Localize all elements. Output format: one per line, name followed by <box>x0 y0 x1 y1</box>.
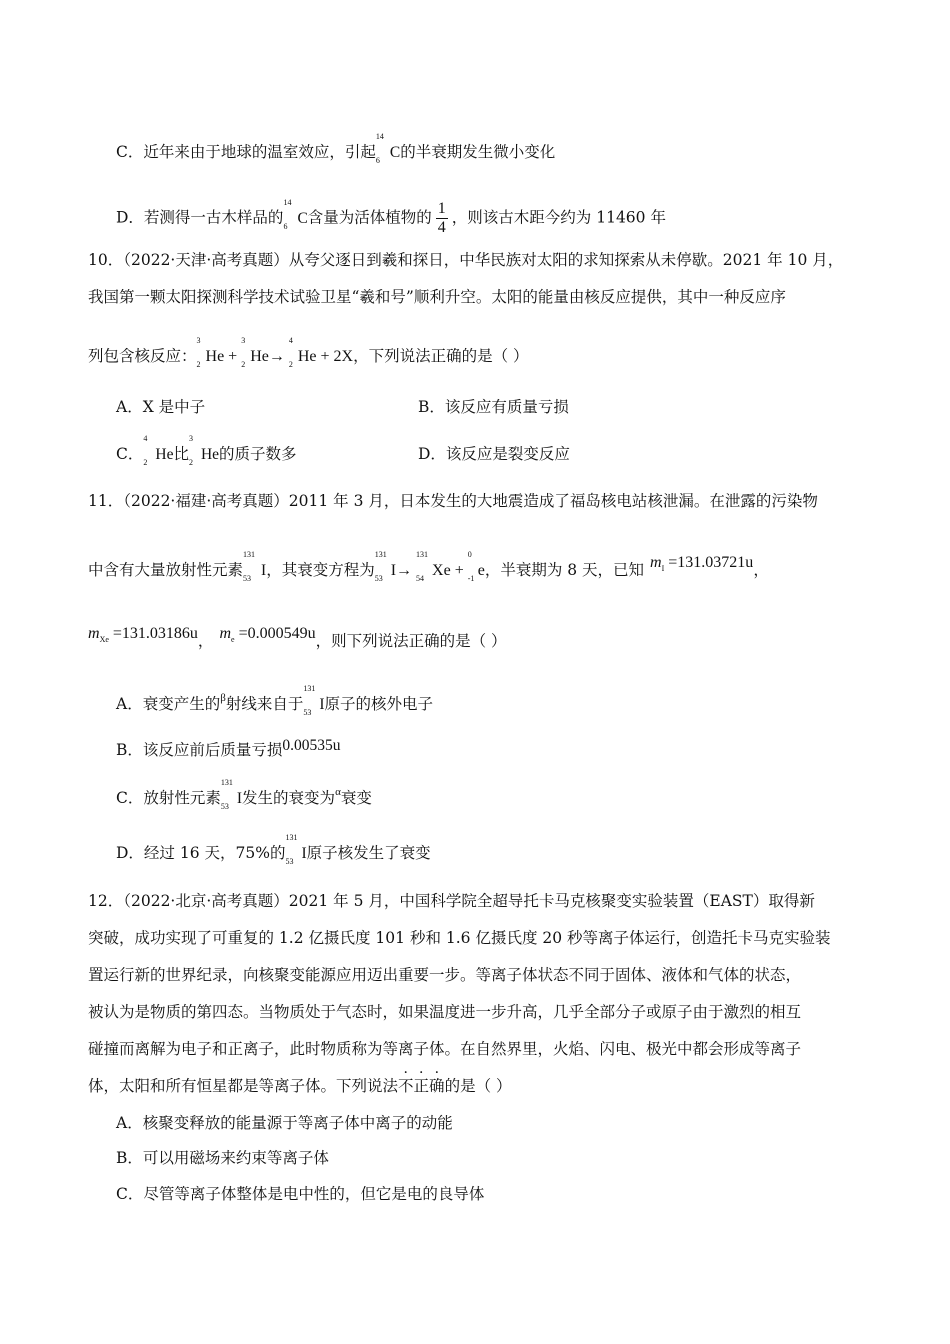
q12-stem-line5: 碰撞而离解为电子和正离子，此时物质称为等离子体。在自然界里，火焰、闪电、极光中都会形成等离子 <box>88 1040 802 1058</box>
q9-option-c: C．近年来由于地球的温室效应，引起 14 6 C的半衰期发生微小变化 <box>116 132 556 165</box>
q12-stem-line2: 突破，成功实现了可重复的 1.2 亿摄氏度 101 秒和 1.6 亿摄氏度 20 秒等离子体运行，创造托卡马克实验装 <box>88 929 831 947</box>
q12-option-a: A．核聚变释放的能量源于等离子体中离子的动能 <box>116 1114 453 1132</box>
fraction-one-quarter: $\frac{1}{4}$ <box>437 200 446 236</box>
q11-option-d: D．经过 16 天，75%的 131 53 I原子核发生了衰变 <box>116 833 431 866</box>
q9-option-d: D．若测得一古木样品的 14 6 C含量为活体植物的 $\frac{1}{4}$ ，则该古木距今约为 11460 年 <box>116 197 666 236</box>
q11-stem-line1: 11．（2022·福建·高考真题）2011 年 3 月，日本发生的大地震造成了福岛核电站核泄漏。在泄露的污染物 <box>88 492 818 510</box>
q11-option-b: B．该反应前后质量亏损0.00535u <box>116 737 341 759</box>
fusion-equation: 3 2 He + 3 2 He→ 4 2 He + 2X <box>196 336 354 369</box>
q12-stem-line4: 被认为是物质的第四态。当物质处于气态时，如果温度进一步升高，几乎全部分子或原子由于激烈的相互 <box>88 1003 802 1021</box>
q12-option-c: C．尽管等离子体整体是电中性的，但它是电的良导体 <box>116 1185 485 1203</box>
q10-option-c: C． 4 2 He比 3 2 He的质子数多 <box>116 434 297 467</box>
q10-option-a: A．X 是中子 <box>116 398 206 416</box>
q10-stem-line1: 10．（2022·天津·高考真题）从夸父逐日到羲和探日，中华民族对太阳的求知探索从未停歇。2021 年 10 月， <box>88 251 844 269</box>
q10-stem-line2: 我国第一颗太阳探测科学技术试验卫星“羲和号”顺利升空。太阳的能量由核反应提供，其中一种反应序 <box>88 288 786 306</box>
carbon14-nuclide: 14 6 C <box>375 132 401 165</box>
q12-stem-line3: 置运行新的世界纪录，向核聚变能源应用迈出重要一步。等离子体状态不同于固体、液体和气体的状态， <box>88 966 802 984</box>
emphasis-not: 不 <box>398 1077 414 1095</box>
q10-option-d: D．该反应是裂变反应 <box>418 445 570 463</box>
q10-option-b: B．该反应有质量亏损 <box>418 398 569 416</box>
q12-stem-line6: 体，太阳和所有恒星都是等离子体。下列说法不正确的是（ ） <box>88 1077 512 1095</box>
q11-option-c: C．放射性元素 131 53 I发生的衰变为$^\alpha$衰变 <box>116 778 372 811</box>
decay-equation: 131 53 I→ 131 54 Xe + 0 -1 e <box>374 550 485 583</box>
q10-stem-line3: 列包含核反应： 3 2 He + 3 2 He→ 4 2 He + 2X，下列说法正确的是（ ） <box>88 336 529 369</box>
q11-option-a: A．衰变产生的$^\beta$射线来自于 131 53 I原子的核外电子 <box>116 684 434 717</box>
q11-stem-line2: 中含有大量放射性元素 131 53 I，其衰变方程为 131 53 I→ 131 54 Xe + 0 -1 e，半衰期为 8 天，已知 $m_I =131.03721u$， <box>88 550 769 583</box>
carbon14-nuclide: 14 6 C <box>283 197 308 231</box>
q12-stem-line1: 12．（2022·北京·高考真题）2021 年 5 月，中国科学院全超导托卡马克核聚变实验装置（EAST）取得新 <box>88 892 815 910</box>
q11-stem-line3: $m_{Xe} =131.03186u$， $m_e =0.000549u$，则下列说法正确的是（ ） <box>88 625 507 650</box>
q12-option-b: B．可以用磁场来约束等离子体 <box>116 1149 329 1167</box>
